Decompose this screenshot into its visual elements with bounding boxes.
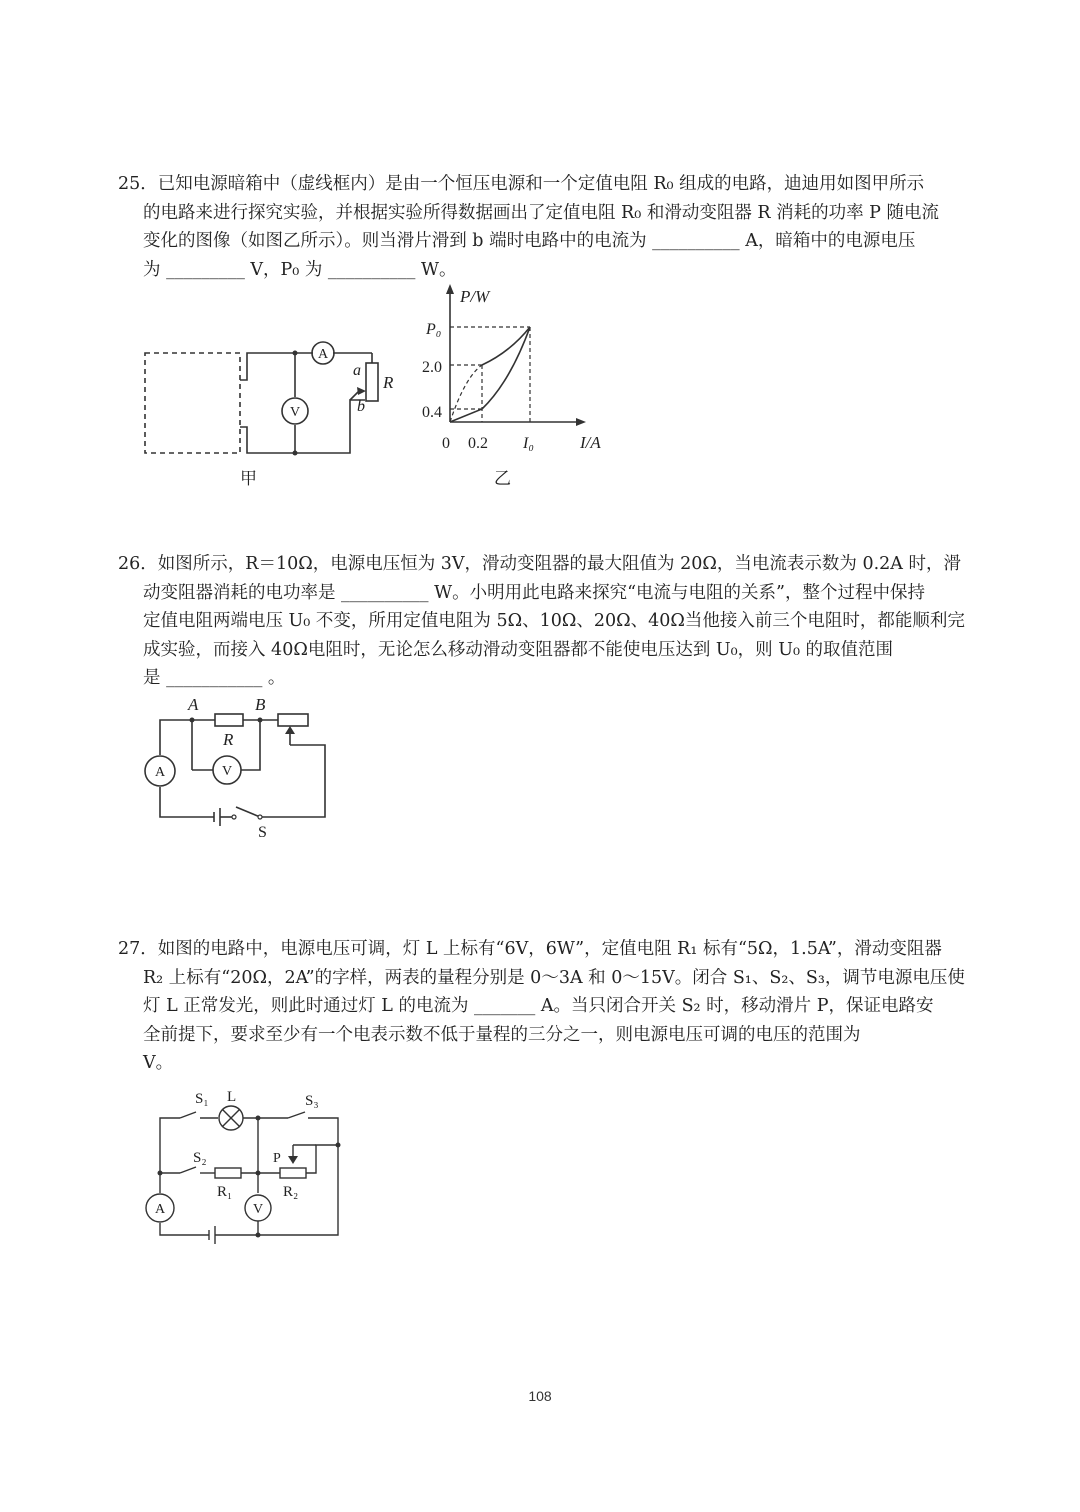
yi-ylabel: P/W	[460, 287, 490, 306]
q27-figure	[140, 1085, 360, 1255]
yi-ytick-2: 2.0	[422, 359, 442, 376]
yi-ytick-04: 0.4	[422, 404, 442, 421]
rheostat-label: R	[383, 373, 394, 392]
q25-figure-yi	[410, 282, 630, 492]
slider-end-b: b	[357, 398, 365, 415]
q27-line-1: 27．如图的电路中，电源电压可调，灯 L 上标有“6V，6W”，定值电阻 R₁ 标有“5Ω，1.5A”，滑动变阻器	[118, 939, 942, 959]
yi-xlabel: I/A	[580, 433, 601, 452]
q26-line-4: 成实验，而接入 40Ω电阻时，无论怎么移动滑动变阻器都不能使电压达到 U₀，则 U₀ 的取值范围	[143, 639, 894, 660]
q27-line-5: V。	[143, 1053, 174, 1073]
resistor-r-label: R	[223, 730, 234, 749]
ammeter-label: A	[154, 1202, 166, 1217]
slider-end-a: a	[353, 362, 361, 379]
q27-line-3: 灯 L 正常发光，则此时通过灯 L 的电流为 _______ A。当只闭合开关 S₂ 时，移动滑片 P，保证电路安	[143, 996, 934, 1016]
s1-label: S₁	[195, 1091, 209, 1107]
page-number: 108	[528, 1388, 552, 1404]
q26-line-3: 定值电阻两端电压 U₀ 不变，所用定值电阻为 5Ω、10Ω、20Ω、40Ω当他接入前三个电阻时，都能顺利完	[143, 611, 965, 631]
ammeter-label: A	[154, 765, 166, 780]
q25-line-1: 25．已知电源暗箱中（虚线框内）是由一个恒压电源和一个定值电阻 R₀ 组成的电路，迪迪用如图甲所示	[118, 174, 925, 194]
slider-p-label: P	[273, 1151, 281, 1166]
question-26	[118, 550, 968, 693]
node-a-label: A	[188, 695, 199, 714]
caption-yi: 乙	[494, 469, 511, 488]
q25-figure-jia	[135, 335, 415, 495]
q25-line-3: 变化的图像（如图乙所示）。则当滑片滑到 b 端时电路中的电流为 __________ A，暗箱中的电源电压	[143, 231, 916, 251]
voltmeter-label: V	[252, 1202, 264, 1217]
voltmeter-label: V	[221, 764, 233, 779]
q27-line-2: R₂ 上标有“20Ω，2A”的字样，两表的量程分别是 0～3A 和 0～15V。闭合 S₁、S₂、S₃，调节电源电压使	[143, 967, 965, 988]
ammeter-label: A	[317, 347, 329, 362]
s3-label: S₃	[305, 1093, 319, 1109]
yi-xtick-i0: I₀	[523, 435, 534, 452]
lamp-l-label: L	[227, 1089, 237, 1105]
yi-xtick-02: 0.2	[468, 435, 488, 452]
r2-label: R₂	[283, 1184, 299, 1200]
q26-line-5: 是 ___________ 。	[143, 668, 286, 688]
r1-label: R₁	[217, 1184, 233, 1200]
s2-label: S₂	[193, 1150, 207, 1166]
yi-xtick-0: 0	[442, 435, 450, 452]
voltmeter-label: V	[289, 405, 301, 420]
yi-ytick-p0: P₀	[426, 321, 442, 338]
q25-line-4: 为 _________ V，P₀ 为 __________ W。	[143, 259, 457, 280]
q27-line-4: 全前提下，要求至少有一个电表示数不低于量程的三分之一，则电源电压可调的电压的范围为	[143, 1024, 861, 1045]
switch-s-label: S	[258, 824, 267, 841]
question-25	[118, 170, 968, 284]
q26-line-1: 26．如图所示，R＝10Ω，电源电压恒为 3V，滑动变阻器的最大阻值为 20Ω，当电流表示数为 0.2A 时，滑	[118, 554, 961, 574]
q26-figure	[140, 695, 340, 845]
q25-line-2: 的电路来进行探究实验，并根据实验所得数据画出了定值电阻 R₀ 和滑动变阻器 R 消耗的功率 P 随电流	[143, 202, 940, 223]
caption-jia: 甲	[240, 469, 257, 488]
question-27	[118, 935, 968, 1078]
node-b-label: B	[255, 695, 266, 714]
q26-line-2: 动变阻器消耗的电功率是 __________ W。小明用此电路来探究“电流与电阻的关系”，整个过程中保持	[143, 582, 926, 603]
